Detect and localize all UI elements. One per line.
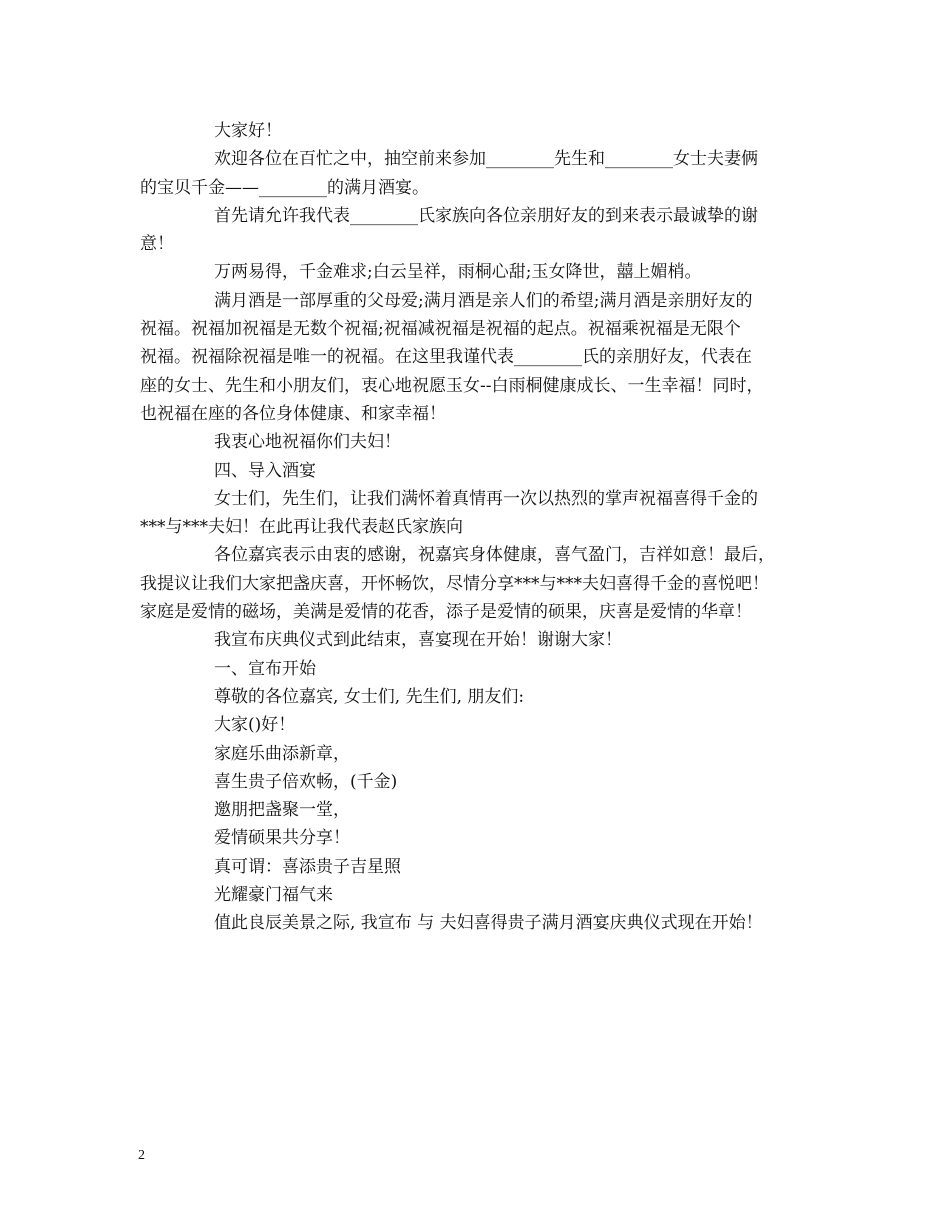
text-line: 意！: [140, 234, 174, 255]
text-line: 我衷心地祝福你们夫妇！: [214, 432, 401, 453]
text-line: 家庭是爱情的磁场，美满是爱情的花香，添子是爱情的硕果，庆喜是爱情的华章！: [140, 602, 752, 623]
text-line: 喜生贵子倍欢畅，(千金): [214, 771, 398, 792]
document-body: [140, 117, 812, 938]
text-line: 祝福。祝福除祝福是唯一的祝福。在这里我谨代表________氏的亲朋好友，代表在: [140, 347, 752, 368]
text-line: 满月酒是一部厚重的父母爱;满月酒是亲人们的希望;满月酒是亲朋好友的: [214, 290, 753, 311]
text-line: 首先请允许我代表________氏家族向各位亲朋好友的到来表示最诚挚的谢: [214, 205, 758, 226]
text-line: 尊敬的各位嘉宾, 女士们, 先生们, 朋友们:: [214, 686, 525, 707]
text-line: 爱情硕果共分享！: [214, 828, 350, 849]
text-line: 祝福。祝福加祝福是无数个祝福;祝福减祝福是祝福的起点。祝福乘祝福是无限个: [140, 319, 741, 340]
text-line: 四、导入酒宴: [214, 460, 316, 481]
text-line: 的宝贝千金——________的满月酒宴。: [140, 177, 429, 198]
text-line: 大家好！: [214, 121, 282, 141]
text-line: 值此良辰美景之际, 我宣布 与 夫妇喜得贵子满月酒宴庆典仪式现在开始！: [214, 913, 763, 934]
text-line: 也祝福在座的各位身体健康、和家幸福！: [140, 403, 446, 424]
text-line: 我宣布庆典仪式到此结束，喜宴现在开始！谢谢大家！: [214, 630, 622, 651]
text-line: 家庭乐曲添新章，: [214, 743, 350, 764]
page-number: 2: [138, 1148, 145, 1163]
text-line: 真可谓：喜添贵子吉星照: [214, 856, 401, 877]
text-line: 座的女士、先生和小朋友们，衷心地祝愿玉女--白雨桐健康成长、一生幸福！同时，: [140, 375, 764, 396]
text-line: 大家()好！: [214, 715, 296, 736]
text-line: 各位嘉宾表示由衷的感谢，祝嘉宾身体健康，喜气盈门，吉祥如意！最后，: [214, 545, 775, 566]
text-line: 一、宣布开始: [214, 658, 316, 679]
text-line: 欢迎各位在百忙之中，抽空前来参加________先生和________女士夫妻俩: [214, 149, 758, 170]
text-line: ***与***夫妇！在此再让我代表赵氏家族向: [140, 517, 463, 538]
text-line: 邀朋把盏聚一堂，: [214, 800, 350, 821]
text-line: 女士们，先生们，让我们满怀着真情再一次以热烈的掌声祝福喜得千金的: [214, 488, 758, 509]
text-line: 万两易得，千金难求;白云呈祥，雨桐心甜;玉女降世，囍上媚梢。: [214, 262, 702, 283]
text-line: 光耀豪门福气来: [214, 885, 333, 906]
text-line: 我提议让我们大家把盏庆喜，开怀畅饮，尽情分享***与***夫妇喜得千金的喜悦吧！: [140, 573, 769, 594]
